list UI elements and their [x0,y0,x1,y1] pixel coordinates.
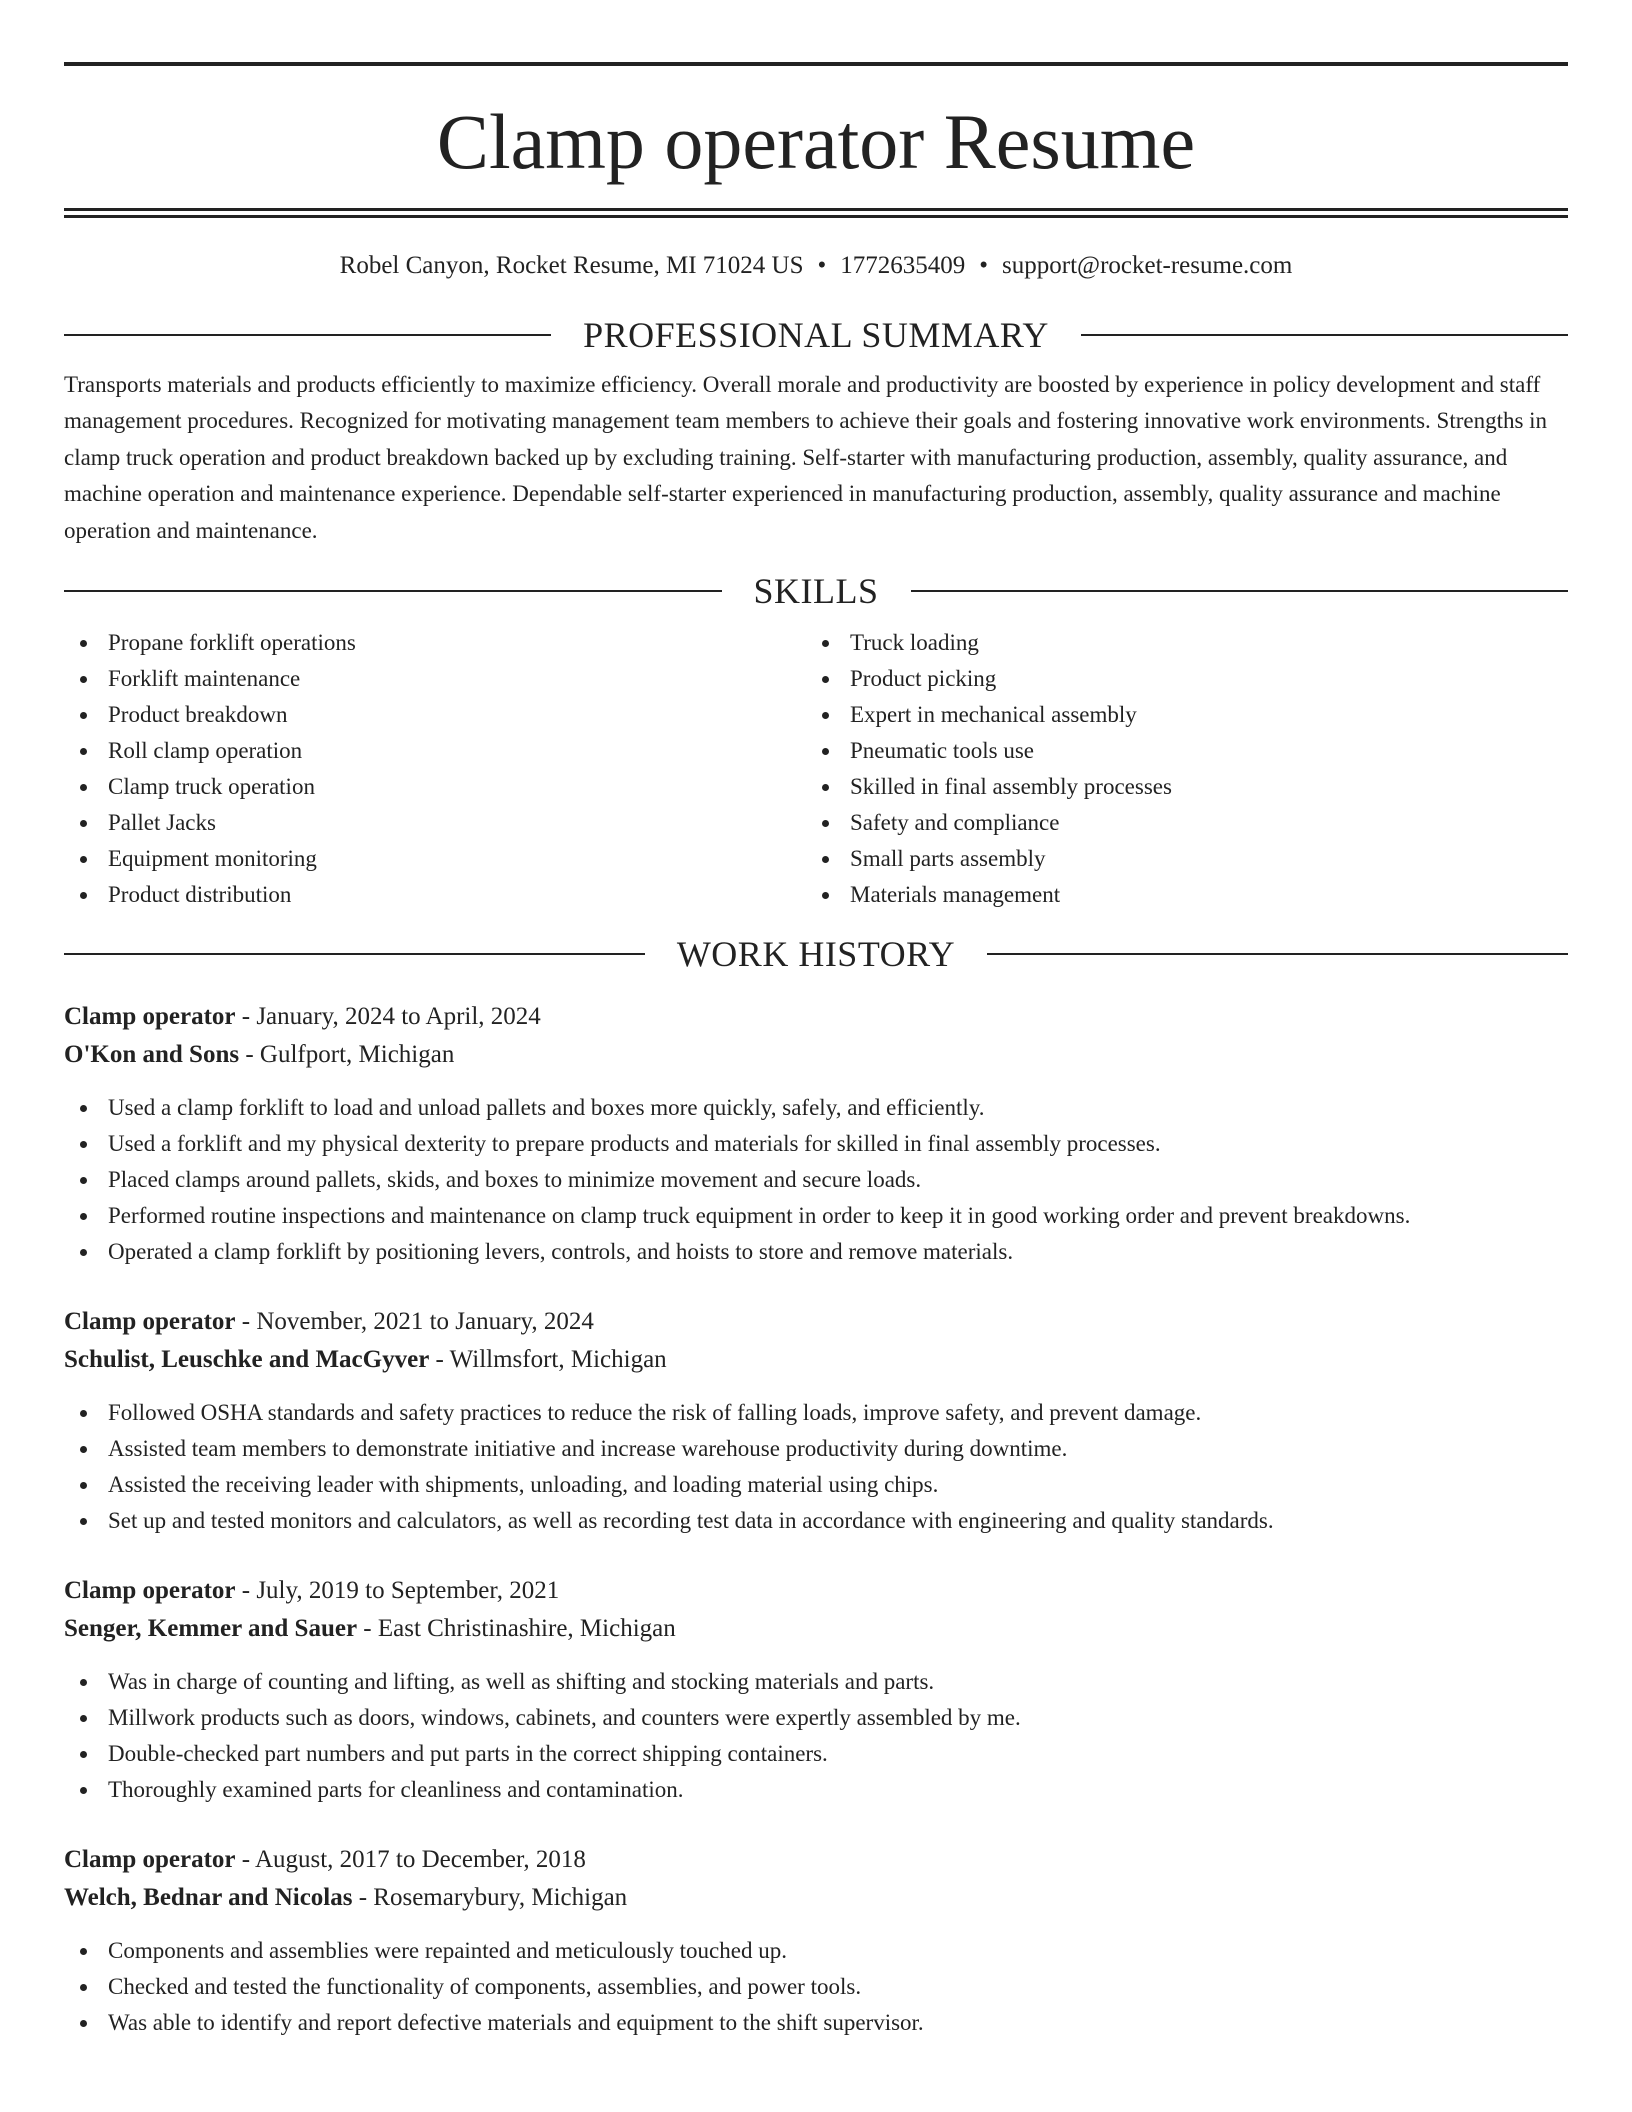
work-heading [64,934,1568,974]
heading-rule [987,953,1568,955]
job-bullet: Placed clamps around pallets, skids, and boxes to minimize movement and secure loads. [64,1162,1568,1198]
heading-rule [64,590,722,592]
job-bullet-list [64,1664,1568,1808]
job-dates: - January, 2024 to April, 2024 [235,1003,541,1031]
contact-address: Robel Canyon, Rocket Resume, MI 71024 US [339,252,804,279]
contact-email: support@rocket-resume.com [1002,252,1293,279]
contact-separator: • [817,252,827,279]
top-rule [64,62,1568,66]
job-bullet: Performed routine inspections and maintenance on clamp truck equipment in order to keep it in good working order and prevent breakdowns. [64,1198,1568,1234]
job-entry [64,1303,1568,1539]
job-bullet: Used a clamp forklift to load and unload pallets and boxes more quickly, safely, and efficiently. [64,1090,1568,1126]
skills-list-right [806,625,1548,913]
job-company: Schulist, Leuschke and MacGyver [64,1346,430,1374]
heading-rule [911,590,1569,592]
job-bullet: Was able to identify and report defective materials and equipment to the shift supervisor. [64,2005,1568,2041]
skill-item: Propane forklift operations [64,625,806,661]
skill-item: Skilled in final assembly processes [806,769,1548,805]
job-dates: - July, 2019 to September, 2021 [235,1577,560,1605]
skill-item: Materials management [806,877,1548,913]
job-company-line [64,1879,1568,1917]
job-bullet: Assisted team members to demonstrate initiative and increase warehouse productivity during downtime. [64,1431,1568,1467]
job-company: Welch, Bednar and Nicolas [64,1884,353,1912]
skill-item: Equipment monitoring [64,841,806,877]
job-location: - Rosemarybury, Michigan [352,1884,628,1912]
skill-item: Safety and compliance [806,805,1548,841]
job-bullet: Thoroughly examined parts for cleanliness and contamination. [64,1772,1568,1808]
job-bullet: Millwork products such as doors, windows, cabinets, and counters were expertly assembled by me. [64,1700,1568,1736]
job-bullet: Followed OSHA standards and safety practices to reduce the risk of falling loads, improve safety, and prevent damage. [64,1395,1568,1431]
skill-item: Pneumatic tools use [806,733,1548,769]
job-bullet: Set up and tested monitors and calculators, as well as recording test data in accordance with engineering and quality standards. [64,1503,1568,1539]
skill-item: Expert in mechanical assembly [806,697,1548,733]
job-company: Senger, Kemmer and Sauer [64,1615,358,1643]
skills-column-left [64,625,806,913]
job-title-line [64,998,1568,1036]
job-location: - East Christinashire, Michigan [357,1615,676,1643]
job-bullet-list [64,1395,1568,1539]
heading-rule [64,953,645,955]
skill-item: Clamp truck operation [64,769,806,805]
skill-item: Product breakdown [64,697,806,733]
job-bullet: Double-checked part numbers and put parts in the correct shipping containers. [64,1736,1568,1772]
summary-heading-label: PROFESSIONAL SUMMARY [583,315,1049,355]
skills-heading [64,571,1568,611]
title-double-rule [64,208,1568,218]
resume-page [64,62,1568,2041]
work-heading-label: WORK HISTORY [676,934,956,975]
job-role: Clamp operator [64,1003,236,1031]
contact-line [64,251,1568,281]
skills-heading-label: SKILLS [753,571,879,612]
job-bullet-list [64,1933,1568,2041]
job-title-line [64,1303,1568,1341]
skills-list-left [64,625,806,913]
summary-text: Transports materials and products efficiently to maximize efficiency. Overall morale and productivity are boosted by experience in policy development and staff management procedures. Recognized for motivating management team members to achieve their goals and fostering innovative work environments. Strengths in clamp truck operation and product breakdown backed up by excluding training. Self-starter with manufacturing production, assembly, quality assurance, and machine operation and maintenance experience. Dependable self-starter experienced in manufacturing production, assembly, quality assurance and machine operation and maintenance. [64,372,1548,543]
contact-phone: 1772635409 [840,252,966,279]
job-entry [64,998,1568,1270]
heading-rule [1081,334,1568,336]
job-role: Clamp operator [64,1846,236,1874]
job-bullet: Operated a clamp forklift by positioning levers, controls, and hoists to store and remove materials. [64,1234,1568,1270]
skill-item: Roll clamp operation [64,733,806,769]
job-company-line [64,1341,1568,1379]
resume-title: Clamp operator Resume [436,98,1196,185]
job-bullet: Was in charge of counting and lifting, as well as shifting and stocking materials and parts. [64,1664,1568,1700]
skill-item: Pallet Jacks [64,805,806,841]
skill-item: Truck loading [806,625,1548,661]
job-bullet: Checked and tested the functionality of components, assemblies, and power tools. [64,1969,1568,2005]
job-bullet: Components and assemblies were repainted and meticulously touched up. [64,1933,1568,1969]
job-role: Clamp operator [64,1308,236,1336]
job-title-line [64,1841,1568,1879]
heading-rule [64,334,551,336]
job-company-line [64,1036,1568,1074]
skill-item: Forklift maintenance [64,661,806,697]
skills-grid [64,625,1568,913]
skill-item: Product picking [806,661,1548,697]
job-entry [64,1572,1568,1808]
job-bullet-list [64,1090,1568,1270]
job-company: O'Kon and Sons [64,1041,240,1069]
job-role: Clamp operator [64,1577,236,1605]
contact-separator: • [979,252,989,279]
job-company-line [64,1610,1568,1648]
job-dates: - November, 2021 to January, 2024 [235,1308,594,1336]
job-location: - Willmsfort, Michigan [429,1346,667,1374]
job-entry [64,1841,1568,2041]
summary-heading [64,315,1568,355]
job-location: - Gulfport, Michigan [239,1041,455,1069]
skill-item: Product distribution [64,877,806,913]
job-title-line [64,1572,1568,1610]
job-dates: - August, 2017 to December, 2018 [235,1846,586,1874]
job-bullet: Assisted the receiving leader with shipments, unloading, and loading material using chips. [64,1467,1568,1503]
skills-column-right [806,625,1548,913]
job-bullet: Used a forklift and my physical dexterity to prepare products and materials for skilled in final assembly processes. [64,1126,1568,1162]
skill-item: Small parts assembly [806,841,1548,877]
work-history-list [64,998,1568,2041]
